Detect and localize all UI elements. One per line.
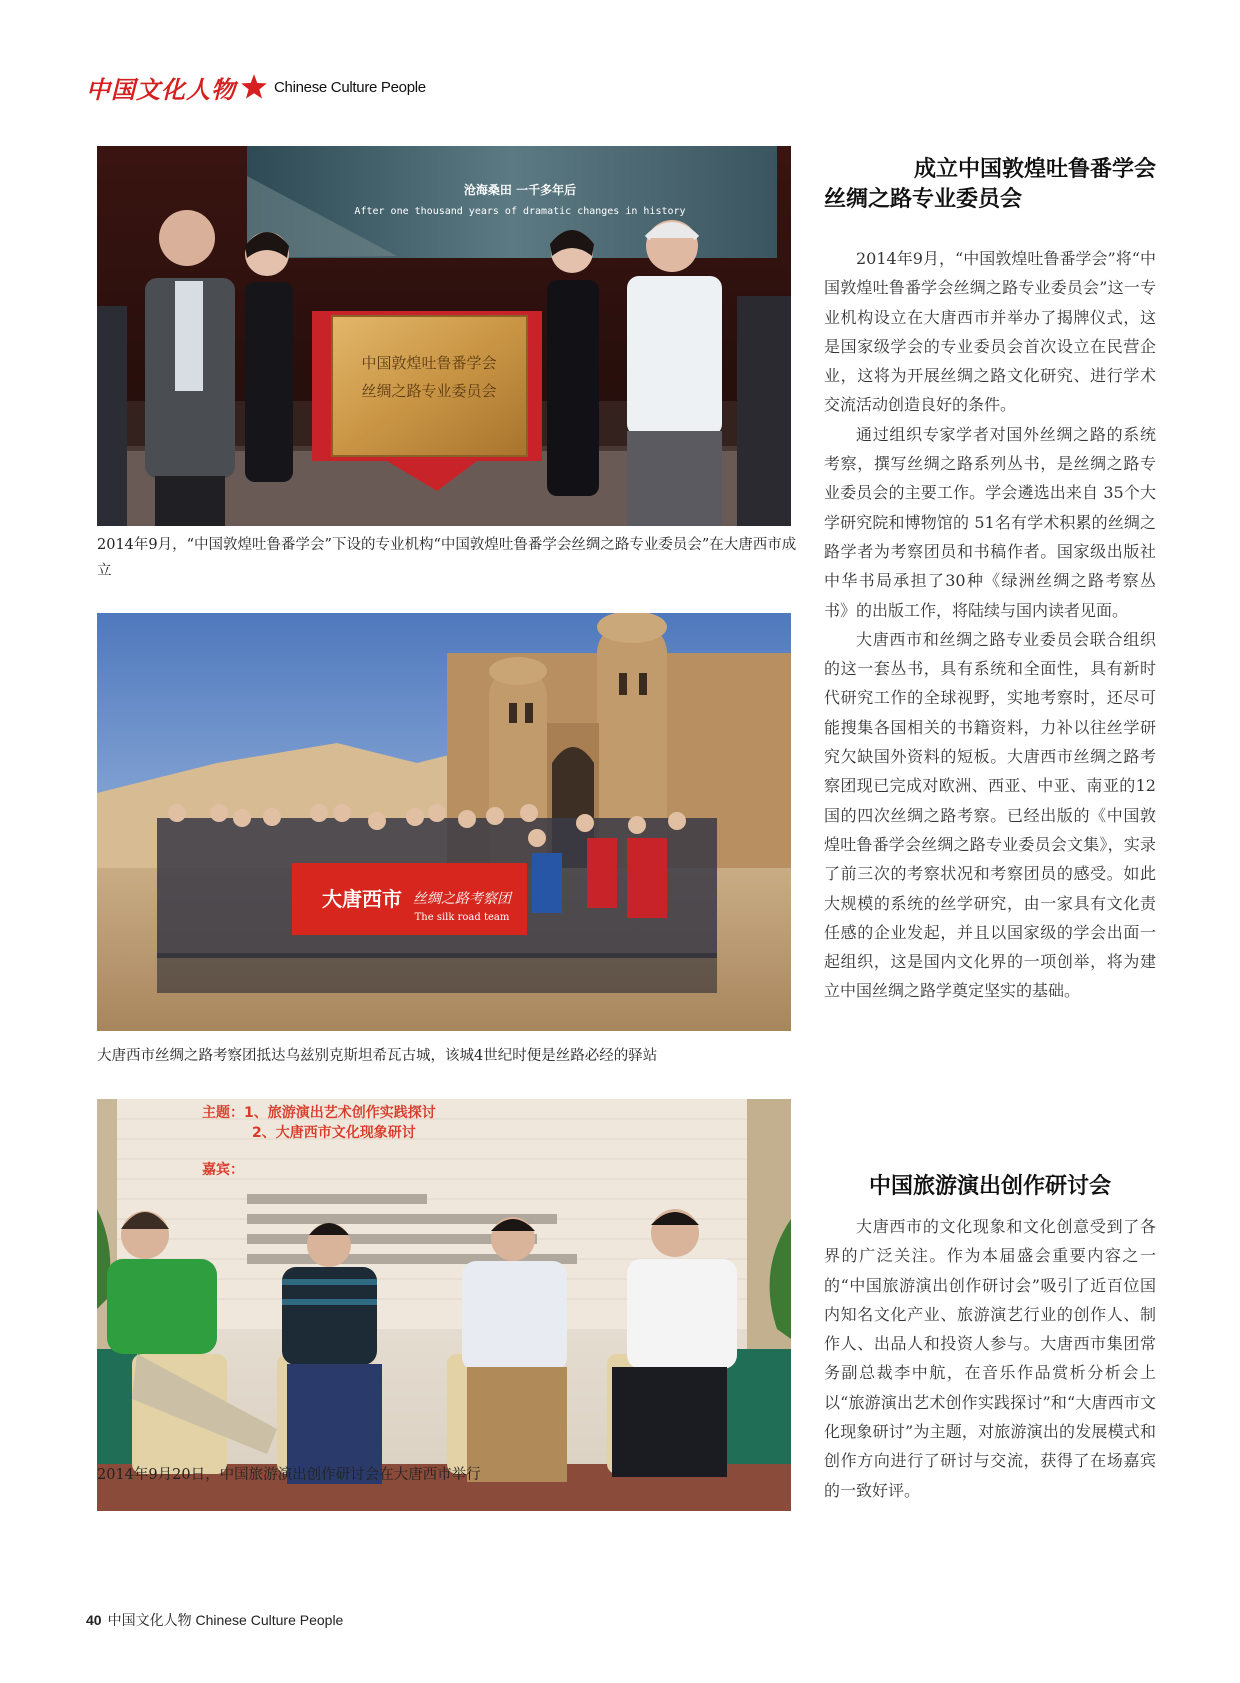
masthead <box>86 70 426 104</box>
heading-2: 中国旅游演出创作研讨会 <box>868 1174 1111 1199</box>
banner-main: 大唐西市 <box>322 887 402 911</box>
photo-plaque-ceremony <box>97 146 791 526</box>
footer-title: 中国文化人物 Chinese Culture People <box>107 1612 344 1628</box>
paragraph-3: 大唐西市和丝绸之路专业委员会联合组织的这一套丛书，具有系统和全面性，具有新时代研究工作的全球视野，实地考察时，还尽可能搜集各国相关的书籍资料，力补以往丝学研究欠缺国外资料的短板。大唐西市丝绸之路考察团现已完成对欧洲、西亚、中亚、南亚的12国的四次丝绸之路考察。已经出版的《中国敦煌吐鲁番学会丝绸之路专业委员会文集》，实录了前三次的考察状况和考察团员的感受。如此大规模的系统的丝学研究，由一家具有文化责任感的企业发起，并且以国家级的学会出面一起组织，这是国内文化界的一项创举，将为建立中国丝绸之路学奠定坚实的基础。 <box>824 629 1156 1001</box>
caption-silk-road: 大唐西市丝绸之路考察团抵达乌兹别克斯坦希瓦古城，该城4世纪时便是丝路必经的驿站 <box>97 1048 658 1064</box>
plaque-line1: 中国敦煌吐鲁番学会 <box>361 354 497 372</box>
section-2 <box>824 1172 1156 1202</box>
topic-line1: 主题：1、旅游演出艺术创作实践探讨 <box>202 1105 436 1121</box>
topic-line2: 2、大唐西市文化现象研讨 <box>252 1125 416 1141</box>
masthead-title-en: Chinese Culture People <box>274 78 426 96</box>
guests-label: 嘉宾： <box>202 1162 244 1178</box>
photo-silk-road-team <box>97 613 791 1031</box>
banner-en: The silk road team <box>414 912 510 923</box>
paragraph-1: 2014年9月，“中国敦煌吐鲁番学会”将“中国敦煌吐鲁番学会丝绸之路专业委员会”这一专业机构设立在大唐西市并举办了揭牌仪式，这是国家级学会的专业委员会首次设立在民营企业，这将为开展丝绸之路文化研究、进行学术交流活动创造良好的条件。 <box>824 249 1156 415</box>
paragraph-4: 大唐西市的文化现象和文化创意受到了各界的广泛关注。作为本届盛会重要内容之一的“中国旅游演出创作研讨会”吸引了近百位国内知名文化产业、旅游演艺行业的创作人、制作人、出品人和投资人参与。大唐西市集团常务副总裁李中航，在音乐作品赏析分析会上以“旅游演出艺术创作实践探讨”和“大唐西市文化现象研讨”为主题，对旅游演出的发展模式和创作方向进行了研讨与交流，获得了在场嘉宾的一致好评。 <box>824 1217 1156 1500</box>
plaque-line2: 丝绸之路专业委员会 <box>361 382 497 400</box>
plaque-ceremony-image <box>97 146 791 526</box>
article-column <box>824 155 1156 215</box>
page-number: 40 <box>86 1612 102 1628</box>
silk-road-team-image <box>97 613 791 1031</box>
article-body-2 <box>824 1212 1156 1505</box>
heading-1-line2: 丝绸之路专业委员会 <box>824 187 1023 212</box>
screen-caption-cn: 沧海桑田 一千多年后 <box>463 183 577 197</box>
photo-symposium <box>97 1099 791 1511</box>
symposium-image <box>97 1099 791 1511</box>
screen-caption-en: After one thousand years of dramatic changes in history <box>354 206 686 217</box>
star-icon <box>240 73 268 101</box>
masthead-title-cn: 中国文化人物 <box>86 74 236 104</box>
heading-1-line1: 成立中国敦煌吐鲁番学会 <box>913 157 1156 182</box>
banner-script: 丝绸之路考察团 <box>413 891 511 907</box>
caption-symposium: 2014年9月20日，中国旅游演出创作研讨会在大唐西市举行 <box>97 1467 481 1483</box>
caption-plaque: 2014年9月，“中国敦煌吐鲁番学会”下设的专业机构“中国敦煌吐鲁番学会丝绸之路专业委员会”在大唐西市成立 <box>97 537 797 579</box>
page-footer <box>86 1610 343 1630</box>
paragraph-2: 通过组织专家学者对国外丝绸之路的系统考察，撰写丝绸之路系列丛书，是丝绸之路专业委员会的主要工作。学会遴选出来自 35个大学研究院和博物馆的 51名有学术积累的丝绸之路学者为考察团员和书稿作者。国家级出版社中华书局承担了30种《绿洲丝绸之路考察丛书》的出版工作，将陆续与国内读者见面。 <box>824 424 1156 620</box>
article-body-1 <box>824 244 1156 1006</box>
